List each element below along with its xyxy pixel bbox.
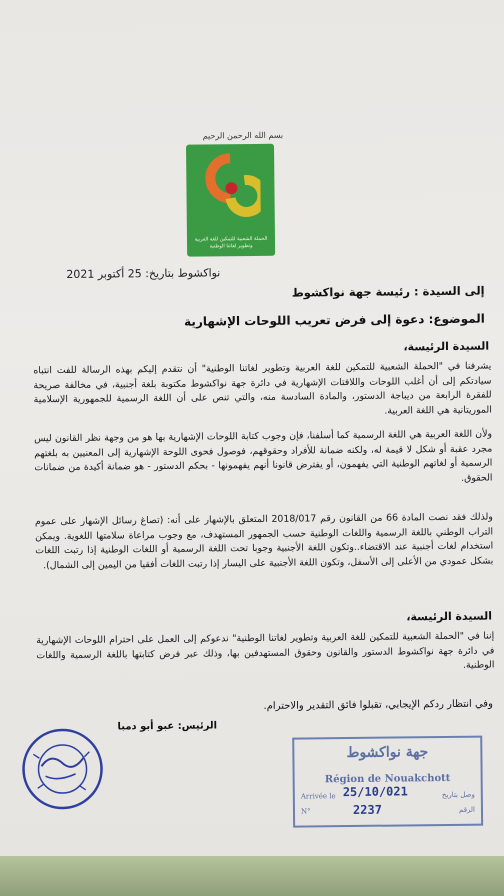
stamp-arrival-label-ar: وصل بتاريخ [441,790,475,800]
stamp-number-label-ar: الرقم [458,805,476,814]
logo-mark-icon [200,152,261,223]
basmala: بسم الله الرحمن الرحيم [202,130,284,141]
background-surface [0,856,504,896]
letter-date: نواكشوط بتاريخ: 25 أكتوبر 2021 [66,266,221,281]
stamp-arrival-date: 25/10/021 [342,784,408,800]
subject-line: الموضوع: دعوة إلى فرض تعريب اللوحات الإشهارية [184,311,485,329]
salutation-second: السيدة الرئيسة، [406,609,493,624]
stamp-arrival-label: Arrivée le [300,792,336,801]
signer-name: الرئيس: عبو أبو دمبا [117,720,218,733]
stamp-title-ar: جهة نواكشوط [346,744,429,762]
stamp-number: 2237 [352,802,382,817]
closing-line: وفي انتظار ردكم الإيجابي، تقبلوا فائق التقدير والاحترام. [263,698,493,712]
paragraph-3: ولذلك فقد نصت المادة 66 من القانون رقم 2018/017 المتعلق بالإشهار على أنه: (تصاغ رسائل الإشهار على عموم التراب الوطني باللغة الرسمية واللغات الوطنية حسب الجمهور المستهدف، مع وجوب مراعاة سلامتها اللغوية. ويمكن استخدام لغات أجنبية عند الاقتضاء..وتكون اللغة الأجنبية وجوبا تحت اللغة الرسمية أو اللغات الوطنية إذا رتبت اللغات بشكل عمودي من الأعلى إلى الأسفل، وتكون اللغة الأجنبية على اليسار إذا رتبت اللغات أفقيا من اليمين إلى الشمال). [34,511,494,571]
salutation-first: السيدة الرئيسة، [403,339,490,354]
paragraph-4: إننا في "الحملة الشعبية للتمكين للغة العربية وتطوير لغاتنا الوطنية" ندعوكم إلى العمل على احترام اللوحات الإشهارية في دائرة جهة نواكشوط الدستور والقانون وحقوق المستهدفين بها، وذلك عبر فرض كتابتها باللغة الرسمية واللغات الوطنية. [36,630,495,672]
campaign-logo [186,144,275,257]
official-seal [19,726,106,817]
addressee: إلى السيدة : رئيسة جهة نواكشوط [291,283,485,300]
paragraph-1: يشرفنا في "الحملة الشعبية للتمكين للغة العربية وتطوير لغاتنا الوطنية" أن نتقدم إليكم بهذه الرسالة للفت انتباه سيادتكم إلى أن أغلب اللوحات واللافتات الإشهارية في دائرة جهة نواكشوط مكتوبة بلغة أجنبية، في مخالفة صريحة للفقرة الرابعة من ديباجة الدستور، والمادة السادسة منه، والتي تنص على أن اللغة الرسمية للجمهورية الإسلامية الموريتانية هي اللغة العربية. [33,360,492,417]
seal-stamp-icon [19,726,106,813]
logo-caption: الحملة الشعبية للتمكين للغة العربية وتطوير لغاتنا الوطنية [194,235,268,250]
stamp-number-label: N° [300,807,311,816]
paragraph-2: ولأن اللغة العربية هي اللغة الرسمية كما أسلفنا، فإن وجوب كتابة اللوحات الإشهارية بها هو من وجهة نظر القانون ليس مجرد عقبة أو شكل لا قيمة له، ولكنه ضمانة للأفراد وحقوقهم، فوصول فحوى اللوحة الإشهارية إلى المعنيين به بلغتهم الرسمية أو لغاتهم الوطنية التي يفهمون، أو يفترض قانونا أنهم يفهمونها - بحكم الدستور - هو ضمانة أكيدة من ضمانات الحقوق. [34,428,493,484]
stamp-title-fr: Région de Nouakchott [324,772,451,786]
arrival-stamp [292,736,483,828]
